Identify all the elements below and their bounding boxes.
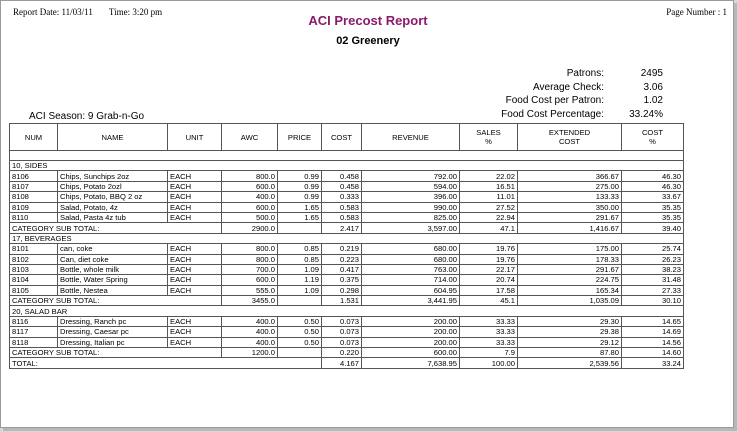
table-cell: 8118 [10,337,58,347]
subtotal-awc: 1200.0 [222,348,278,358]
section-name: 10, SIDES [10,161,684,171]
column-header: REVENUE [362,124,460,151]
summary-label: Average Check: [533,81,604,93]
section-name: 20, SALAD BAR [10,306,684,316]
table-cell: 27.52 [460,202,518,212]
subtotal-revenue: 3,597.00 [362,223,460,233]
table-row [10,202,684,212]
table-cell: 1.65 [278,202,322,212]
subtotal-awc: 2900.0 [222,223,278,233]
report-subtitle: 02 Greenery [336,35,400,47]
table-cell: EACH [168,264,222,274]
table-cell: 25.74 [622,244,684,254]
summary-value: 1.02 [643,95,663,106]
subtotal-row [10,223,684,233]
table-cell: 275.00 [518,181,622,191]
section-name: 17, BEVERAGES [10,233,684,243]
summary-value: 2495 [640,68,663,79]
subtotal-sales: 7.9 [460,348,518,358]
report-date: Report Date: 11/03/11 [13,7,93,17]
column-header: NUM [10,124,58,151]
table-cell: 0.50 [278,337,322,347]
table-cell: 604.95 [362,285,460,295]
total-revenue: 7,638.95 [362,358,460,368]
subtotal-cost: 2.417 [322,223,362,233]
subtotal-row [10,296,684,306]
table-cell: 763.00 [362,264,460,274]
summary-row [448,94,663,108]
table-cell: 291.67 [518,212,622,222]
summary-value: 3.06 [643,81,663,93]
column-header: NAME [58,124,168,151]
subtotal-row [10,348,684,358]
table-cell: 400.0 [222,316,278,326]
subtotal-revenue: 600.00 [362,348,460,358]
subtotal-label: CATEGORY SUB TOTAL: [10,348,222,358]
table-cell: 1.19 [278,275,322,285]
table-cell: 350.00 [518,202,622,212]
table-body [10,151,684,369]
table-cell: 1.09 [278,285,322,295]
summary-row [448,67,663,81]
table-cell: EACH [168,181,222,191]
table-row [10,181,684,191]
table-cell: 22.17 [460,264,518,274]
table-cell: 0.583 [322,212,362,222]
report-time: Time: 3:20 pm [108,7,163,17]
table-cell: Chips, Sunchips 2oz [58,171,168,181]
column-header: EXTENDED COST [518,124,622,151]
table-cell: EACH [168,202,222,212]
table-cell: 0.375 [322,275,362,285]
table-cell: 27.33 [622,285,684,295]
table-cell: 0.50 [278,316,322,326]
table-cell: 17.58 [460,285,518,295]
table-cell: 38.23 [622,264,684,274]
page-number: Page Number : 1 [666,7,727,17]
table-cell: 0.458 [322,181,362,191]
table-cell: Chips, Potato 2ozl [58,181,168,191]
table-cell: 19.76 [460,244,518,254]
table-cell: 0.50 [278,327,322,337]
table-cell: 8101 [10,244,58,254]
subtotal-price [278,296,322,306]
table-cell: 19.76 [460,254,518,264]
column-header: PRICE [278,124,322,151]
summary-label: Food Cost Percentage: [501,108,604,120]
table-cell: 0.85 [278,254,322,264]
table-row [10,337,684,347]
table-cell: 29.12 [518,337,622,347]
summary-block [448,67,663,121]
table-cell: 0.99 [278,171,322,181]
table-cell: can, coke [58,244,168,254]
total-sales: 100.00 [460,358,518,368]
subtotal-price [278,223,322,233]
table-cell: 33.33 [460,316,518,326]
table-cell: 8102 [10,254,58,264]
table-cell: Chips, Potato, BBQ 2 oz [58,192,168,202]
subtotal-extended: 1,035.09 [518,296,622,306]
table-cell: Dressing, Caesar pc [58,327,168,337]
subtotal-sales: 47.1 [460,223,518,233]
total-cost: 4.167 [322,358,362,368]
table-cell: 0.417 [322,264,362,274]
column-header: COST % [622,124,684,151]
table-cell: 0.073 [322,327,362,337]
table-row [10,192,684,202]
table-cell: 0.583 [322,202,362,212]
table-cell: EACH [168,171,222,181]
table-cell: EACH [168,337,222,347]
table-cell: EACH [168,254,222,264]
column-header: COST [322,124,362,151]
table-cell: 31.48 [622,275,684,285]
table-cell: 396.00 [362,192,460,202]
section-header-row [10,161,684,171]
table-cell: 600.0 [222,275,278,285]
table-cell: 14.56 [622,337,684,347]
table-cell: 0.99 [278,181,322,191]
table-cell: 680.00 [362,244,460,254]
table-cell: 0.219 [322,244,362,254]
total-costpct: 33.24 [622,358,684,368]
subtotal-cost: 1.531 [322,296,362,306]
table-cell: 680.00 [362,254,460,264]
table-row [10,327,684,337]
table-cell: 8108 [10,192,58,202]
section-header-row [10,233,684,243]
table-cell: 400.0 [222,337,278,347]
table-cell: 990.00 [362,202,460,212]
total-extended: 2,539.56 [518,358,622,368]
table-row [10,171,684,181]
column-header: AWC [222,124,278,151]
table-cell: 133.33 [518,192,622,202]
table-cell: 29.38 [518,327,622,337]
total-label: TOTAL: [10,358,322,368]
subtotal-extended: 1,416.67 [518,223,622,233]
table-cell: Can, diet coke [58,254,168,264]
table-cell: 400.0 [222,192,278,202]
subtotal-sales: 45.1 [460,296,518,306]
table-row [10,264,684,274]
table-cell: EACH [168,327,222,337]
table-cell: 0.298 [322,285,362,295]
table-cell: EACH [168,212,222,222]
table-cell: 0.85 [278,244,322,254]
report-title: ACI Precost Report [308,13,428,28]
table-cell: 594.00 [362,181,460,191]
table-cell: 0.223 [322,254,362,264]
table-cell: 792.00 [362,171,460,181]
table-cell: Salad, Potato, 4z [58,202,168,212]
table-row [10,275,684,285]
table-cell: 800.0 [222,254,278,264]
table-cell: EACH [168,316,222,326]
table-cell: 8109 [10,202,58,212]
table-cell: 0.073 [322,316,362,326]
table-cell: Dressing, Ranch pc [58,316,168,326]
table-cell: 0.333 [322,192,362,202]
table-cell: Salad, Pasta 4z tub [58,212,168,222]
total-row [10,358,684,368]
table-cell: 200.00 [362,337,460,347]
table-cell: 11.01 [460,192,518,202]
table-cell: 1.65 [278,212,322,222]
table-cell: 35.35 [622,212,684,222]
summary-value: 33.24% [629,108,663,120]
spacer-row [10,151,684,161]
subtotal-revenue: 3,441.95 [362,296,460,306]
table-cell: 800.0 [222,244,278,254]
table-cell: 29.30 [518,316,622,326]
table-cell: 33.67 [622,192,684,202]
summary-row [448,108,663,122]
subtotal-costpct: 14.60 [622,348,684,358]
table-cell: 20.74 [460,275,518,285]
table-cell: 600.0 [222,181,278,191]
summary-label: Patrons: [566,68,604,79]
table-cell: 714.00 [362,275,460,285]
table-cell: 8117 [10,327,58,337]
table-cell: EACH [168,275,222,285]
subtotal-awc: 3455.0 [222,296,278,306]
table-cell: 16.51 [460,181,518,191]
table-cell: EACH [168,192,222,202]
table-cell: 26.23 [622,254,684,264]
table-cell: 8116 [10,316,58,326]
subtotal-costpct: 30.10 [622,296,684,306]
table-cell: 8104 [10,275,58,285]
table-cell: 366.67 [518,171,622,181]
table-row [10,316,684,326]
subtotal-price [278,348,322,358]
table-cell: 400.0 [222,327,278,337]
table-cell: 14.69 [622,327,684,337]
table-cell: 1.09 [278,264,322,274]
table-row [10,285,684,295]
table-cell: EACH [168,285,222,295]
table-cell: 14.65 [622,316,684,326]
table-cell: 500.0 [222,212,278,222]
table-cell: 33.33 [460,327,518,337]
table-cell: Bottle, Water Spring [58,275,168,285]
table-cell: 165.34 [518,285,622,295]
table-cell: 800.0 [222,171,278,181]
table-cell: 8105 [10,285,58,295]
table-cell: 8107 [10,181,58,191]
table-cell: Bottle, Nestea [58,285,168,295]
table-cell: Dressing, Italian pc [58,337,168,347]
table-header-row [10,124,684,151]
table-cell: 46.30 [622,171,684,181]
summary-label: Food Cost per Patron: [505,95,604,106]
subtotal-extended: 87.80 [518,348,622,358]
subtotal-label: CATEGORY SUB TOTAL: [10,296,222,306]
subtotal-label: CATEGORY SUB TOTAL: [10,223,222,233]
table-cell: EACH [168,244,222,254]
subtotal-costpct: 39.40 [622,223,684,233]
table-row [10,212,684,222]
table-cell: 0.458 [322,171,362,181]
table-cell: Bottle, whole milk [58,264,168,274]
table-cell: 600.0 [222,202,278,212]
table-cell: 175.00 [518,244,622,254]
table-row [10,254,684,264]
table-cell: 8103 [10,264,58,274]
table-cell: 35.35 [622,202,684,212]
table-cell: 0.99 [278,192,322,202]
table-cell: 200.00 [362,316,460,326]
table-cell: 33.33 [460,337,518,347]
table-row [10,244,684,254]
table-cell: 224.75 [518,275,622,285]
table-cell: 555.0 [222,285,278,295]
table-cell: 8110 [10,212,58,222]
summary-row [448,81,663,95]
table-cell: 200.00 [362,327,460,337]
table-cell: 178.33 [518,254,622,264]
table-cell: 825.00 [362,212,460,222]
season-label: ACI Season: 9 Grab-n-Go [29,111,145,122]
spacer-cell [10,151,684,161]
table-cell: 22.94 [460,212,518,222]
column-header: UNIT [168,124,222,151]
subtotal-cost: 0.220 [322,348,362,358]
table-cell: 8106 [10,171,58,181]
table-cell: 46.30 [622,181,684,191]
column-header: SALES % [460,124,518,151]
table-cell: 22.02 [460,171,518,181]
section-header-row [10,306,684,316]
table-cell: 700.0 [222,264,278,274]
precost-table [9,123,684,369]
table-cell: 291.67 [518,264,622,274]
table-cell: 0.073 [322,337,362,347]
